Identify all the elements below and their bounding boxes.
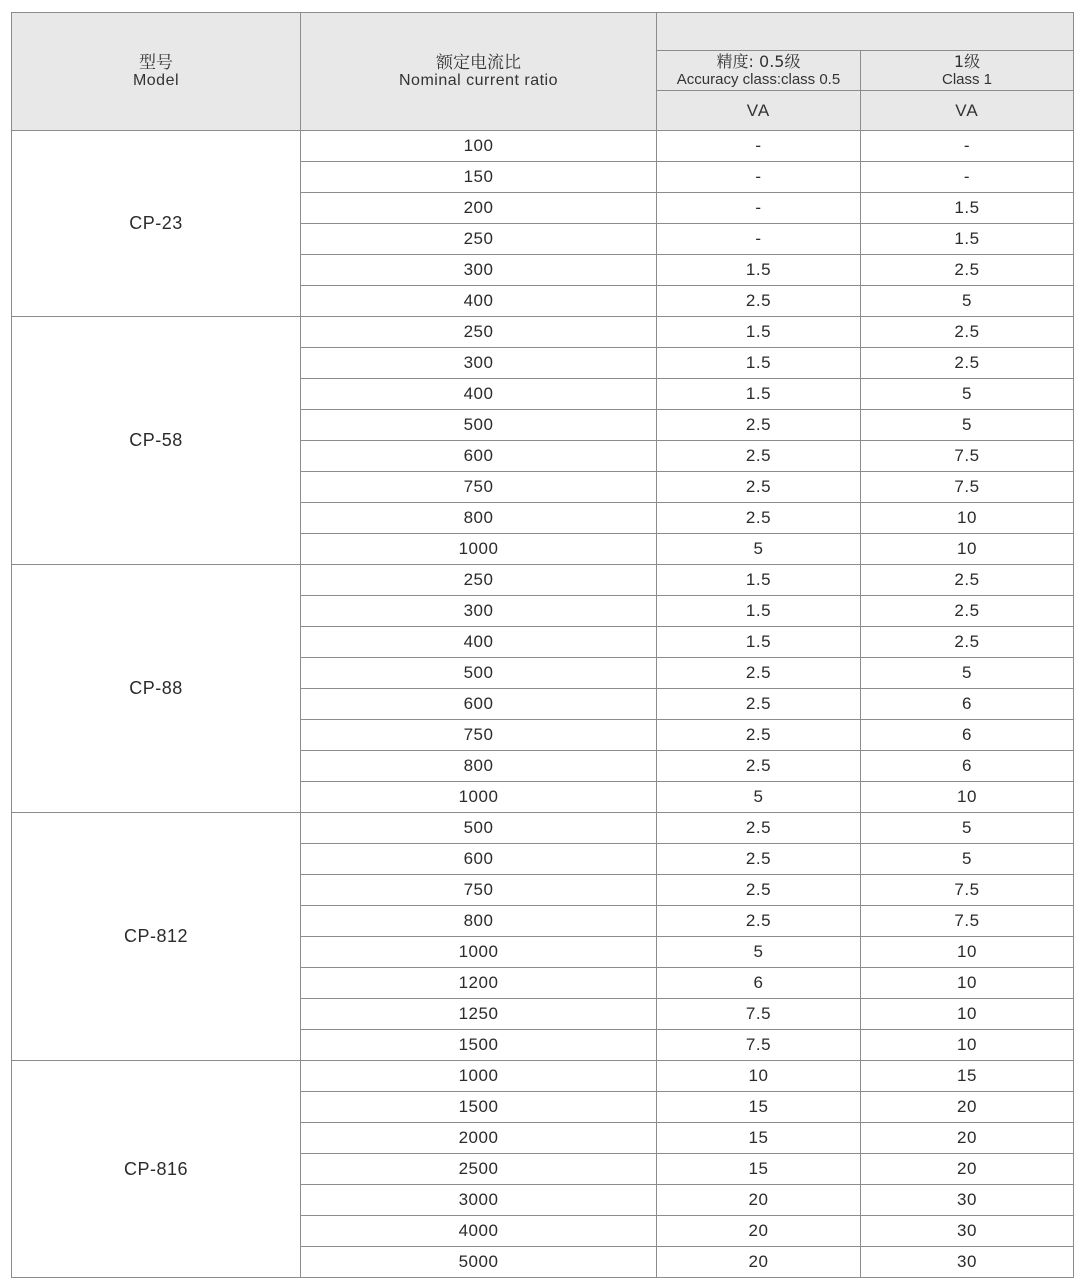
ratio-cell: 800 — [301, 906, 657, 937]
ratio-cell: 300 — [301, 596, 657, 627]
class05-va-cell: 2.5 — [657, 658, 861, 689]
class1-va-cell: 5 — [861, 410, 1074, 441]
ratio-cell: 800 — [301, 751, 657, 782]
ratio-cell: 750 — [301, 720, 657, 751]
class1-va-cell: 6 — [861, 751, 1074, 782]
model-cell: CP-23 — [12, 131, 301, 317]
class1-va-cell: 20 — [861, 1092, 1074, 1123]
class05-va-cell: 2.5 — [657, 441, 861, 472]
class1-va-cell: 2.5 — [861, 317, 1074, 348]
model-header-cn: 型号 — [139, 52, 173, 73]
class05-va-cell: 10 — [657, 1061, 861, 1092]
table-row — [12, 1061, 1074, 1092]
ratio-cell: 150 — [301, 162, 657, 193]
class1-va-cell: 5 — [861, 286, 1074, 317]
class05-unit-header — [657, 91, 861, 131]
model-cell: CP-58 — [12, 317, 301, 565]
class05-va-cell: 5 — [657, 534, 861, 565]
class05-va-cell: 5 — [657, 937, 861, 968]
class1-va-cell: 1.5 — [861, 224, 1074, 255]
class05-header-en: Accuracy class:class 0.5 — [676, 71, 841, 88]
ratio-cell: 500 — [301, 410, 657, 441]
class1-va-cell: 5 — [861, 813, 1074, 844]
class05-va-cell: 20 — [657, 1185, 861, 1216]
ratio-header-cn: 额定电流比 — [436, 52, 521, 73]
class1-va-cell: 10 — [861, 937, 1074, 968]
class05-va-cell: 2.5 — [657, 689, 861, 720]
class1-va-cell: 5 — [861, 844, 1074, 875]
model-cell: CP-816 — [12, 1061, 301, 1278]
model-header-en: Model — [132, 71, 180, 89]
ratio-cell: 800 — [301, 503, 657, 534]
ratio-cell: 100 — [301, 131, 657, 162]
class1-va-cell: 2.5 — [861, 596, 1074, 627]
table-row — [12, 813, 1074, 844]
class1-va-cell: 30 — [861, 1247, 1074, 1278]
class1-va-cell: 2.5 — [861, 348, 1074, 379]
class1-va-cell: 7.5 — [861, 472, 1074, 503]
ratio-cell: 600 — [301, 844, 657, 875]
class05-va-cell: 2.5 — [657, 844, 861, 875]
class05-va-cell: 15 — [657, 1092, 861, 1123]
ratio-cell: 250 — [301, 224, 657, 255]
ratio-cell: 1250 — [301, 999, 657, 1030]
model-column-header — [12, 13, 301, 131]
class05-va-cell: 2.5 — [657, 751, 861, 782]
class1-va-cell: 10 — [861, 534, 1074, 565]
table-row — [12, 565, 1074, 596]
class05-va-cell: 15 — [657, 1154, 861, 1185]
class05-va-cell: 5 — [657, 782, 861, 813]
spec-sheet — [11, 12, 1073, 1278]
accuracy-group-header — [657, 13, 1074, 51]
class05-va-cell: 7.5 — [657, 1030, 861, 1061]
class1-va-cell: 2.5 — [861, 627, 1074, 658]
class1-va-cell: 10 — [861, 999, 1074, 1030]
class05-va-cell: - — [657, 224, 861, 255]
ratio-cell: 400 — [301, 627, 657, 658]
class1-va-cell: 6 — [861, 689, 1074, 720]
ratio-cell: 1500 — [301, 1030, 657, 1061]
table-header — [12, 13, 1074, 131]
class1-va-cell: 10 — [861, 782, 1074, 813]
class1-va-cell: 15 — [861, 1061, 1074, 1092]
ratio-cell: 1000 — [301, 782, 657, 813]
ratio-cell: 2500 — [301, 1154, 657, 1185]
class1-column-header — [861, 51, 1074, 91]
ratio-cell: 200 — [301, 193, 657, 224]
class05-va-cell: 1.5 — [657, 317, 861, 348]
class1-header-en: Class 1 — [941, 71, 993, 88]
ratio-cell: 1200 — [301, 968, 657, 999]
class1-va-cell: 1.5 — [861, 193, 1074, 224]
model-cell: CP-88 — [12, 565, 301, 813]
class05-va-cell: 15 — [657, 1123, 861, 1154]
ratio-cell: 1500 — [301, 1092, 657, 1123]
class1-va-cell: - — [861, 131, 1074, 162]
table-row — [12, 317, 1074, 348]
class05-va-cell: 2.5 — [657, 286, 861, 317]
class05-va-cell: 2.5 — [657, 503, 861, 534]
class05-va-cell: - — [657, 193, 861, 224]
ratio-cell: 5000 — [301, 1247, 657, 1278]
class1-va-cell: 5 — [861, 379, 1074, 410]
ratio-cell: 250 — [301, 565, 657, 596]
class05-va-cell: 1.5 — [657, 565, 861, 596]
ratio-cell: 300 — [301, 255, 657, 286]
class05-va-cell: - — [657, 162, 861, 193]
table-row — [12, 131, 1074, 162]
class05-va-cell: 2.5 — [657, 875, 861, 906]
ratio-cell: 4000 — [301, 1216, 657, 1247]
ratio-cell: 750 — [301, 875, 657, 906]
class05-va-cell: 20 — [657, 1216, 861, 1247]
class1-header-cn: 1级 — [953, 52, 981, 71]
class05-va-cell: 1.5 — [657, 379, 861, 410]
ratio-column-header — [301, 13, 657, 131]
class05-va-cell: 2.5 — [657, 472, 861, 503]
class05-va-cell: 1.5 — [657, 627, 861, 658]
class1-va-cell: 7.5 — [861, 906, 1074, 937]
class05-va-cell: 2.5 — [657, 906, 861, 937]
class05-va-cell: 1.5 — [657, 596, 861, 627]
class05-va-cell: 1.5 — [657, 255, 861, 286]
ratio-cell: 400 — [301, 286, 657, 317]
ratio-cell: 1000 — [301, 937, 657, 968]
class1-va-cell: 7.5 — [861, 875, 1074, 906]
class1-va-cell: 10 — [861, 968, 1074, 999]
class05-va-cell: 1.5 — [657, 348, 861, 379]
class1-va-cell: 6 — [861, 720, 1074, 751]
ratio-cell: 400 — [301, 379, 657, 410]
class1-va-cell: 10 — [861, 1030, 1074, 1061]
table-body — [12, 131, 1074, 1278]
ratio-cell: 500 — [301, 658, 657, 689]
model-cell: CP-812 — [12, 813, 301, 1061]
ratio-cell: 600 — [301, 441, 657, 472]
ratio-cell: 600 — [301, 689, 657, 720]
class1-va-cell: 10 — [861, 503, 1074, 534]
ratio-cell: 300 — [301, 348, 657, 379]
class1-va-cell: 2.5 — [861, 565, 1074, 596]
class05-va-cell: 7.5 — [657, 999, 861, 1030]
class1-va-cell: 7.5 — [861, 441, 1074, 472]
class1-va-cell: 2.5 — [861, 255, 1074, 286]
ratio-cell: 750 — [301, 472, 657, 503]
class05-column-header — [657, 51, 861, 91]
ratio-header-en: Nominal current ratio — [399, 71, 558, 89]
ratio-cell: 250 — [301, 317, 657, 348]
class1-va-cell: 20 — [861, 1123, 1074, 1154]
class05-header-cn: 精度: 0.5级 — [716, 52, 801, 71]
class05-va-cell: 2.5 — [657, 410, 861, 441]
class1-va-cell: 30 — [861, 1216, 1074, 1247]
spec-table — [11, 12, 1074, 1278]
class1-va-cell: 20 — [861, 1154, 1074, 1185]
ratio-cell: 1000 — [301, 1061, 657, 1092]
class05-va-cell: 2.5 — [657, 720, 861, 751]
class05-va-cell: 6 — [657, 968, 861, 999]
class05-va-cell: - — [657, 131, 861, 162]
class1-unit-header — [861, 91, 1074, 131]
class05-va-cell: 20 — [657, 1247, 861, 1278]
class1-va-cell: 5 — [861, 658, 1074, 689]
class05-unit-label: VA — [746, 100, 771, 120]
ratio-cell: 500 — [301, 813, 657, 844]
class1-va-cell: 30 — [861, 1185, 1074, 1216]
ratio-cell: 1000 — [301, 534, 657, 565]
class05-va-cell: 2.5 — [657, 813, 861, 844]
ratio-cell: 3000 — [301, 1185, 657, 1216]
class1-unit-label: VA — [955, 100, 979, 120]
class1-va-cell: - — [861, 162, 1074, 193]
ratio-cell: 2000 — [301, 1123, 657, 1154]
